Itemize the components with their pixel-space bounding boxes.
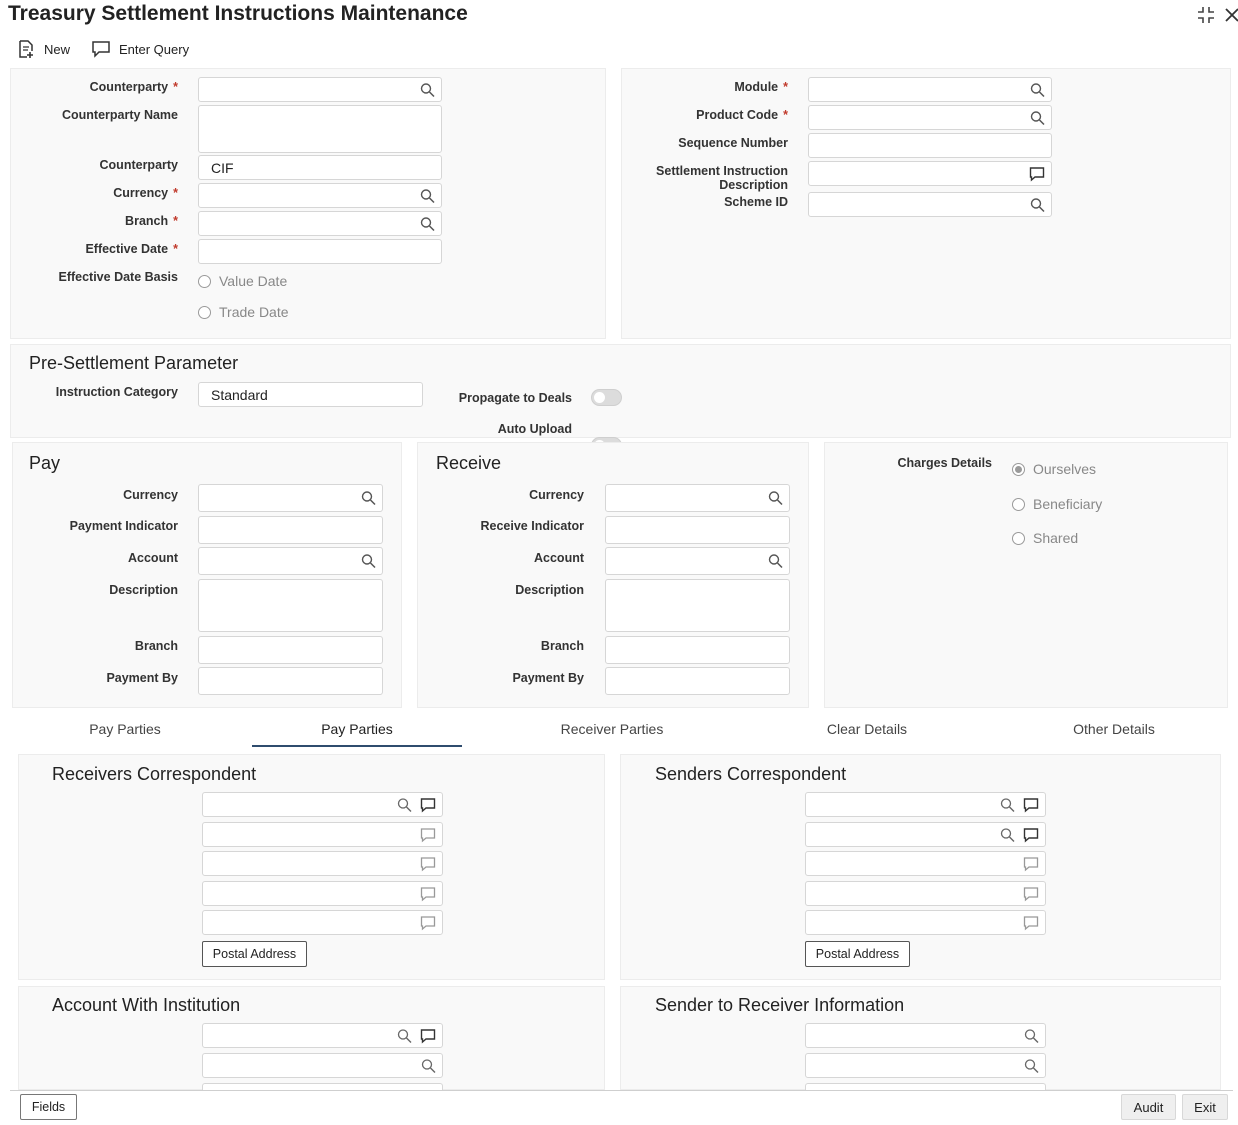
account-with-institution-title: Account With Institution [52,995,241,1015]
search-icon[interactable] [768,554,783,569]
comment-icon[interactable] [1023,827,1039,842]
instruction-category-value: Standard [211,386,268,403]
new-document-icon [16,39,36,59]
comment-icon[interactable] [420,915,436,930]
footer-bar [10,1090,1233,1125]
exit-button[interactable]: Exit [1182,1094,1228,1120]
enter-query-button[interactable] [91,36,189,62]
tab-clear-details[interactable]: Clear Details [826,721,908,737]
search-icon[interactable] [1024,1028,1039,1043]
sender-to-receiver-field-3[interactable] [805,1083,1046,1090]
senders-correspondent-title: Senders Correspondent [655,764,847,784]
search-icon[interactable] [768,491,783,506]
pay-branch-label: Branch [134,639,178,653]
counterparty-name-label: Counterparty Name [62,108,178,122]
counterparty-type-label: Counterparty [99,158,178,172]
comment-icon[interactable] [1029,166,1045,181]
ourselves-radio[interactable] [1012,461,1096,477]
tab-receiver-parties[interactable]: Receiver Parties [560,721,664,737]
search-icon[interactable] [361,491,376,506]
pre-settlement-title: Pre-Settlement Parameter [29,353,239,373]
sequence-number-label: Sequence Number [678,136,788,150]
fields-button[interactable]: Fields [20,1094,77,1120]
sequence-number-input[interactable] [808,133,1052,158]
sender-to-receiver-title: Sender to Receiver Information [655,995,905,1015]
instruction-category-select[interactable] [198,382,423,407]
sender-to-receiver-field-2[interactable] [805,1053,1046,1078]
search-icon[interactable] [397,1028,412,1043]
receive-payment-by-label: Payment By [512,671,584,685]
effective-date-input[interactable] [198,239,442,264]
trade-date-label: Trade Date [219,304,289,320]
scheme-id-input[interactable] [808,192,1052,217]
receive-account-input[interactable] [605,547,790,575]
search-icon[interactable] [421,1058,436,1073]
propagate-to-deals-toggle[interactable] [591,389,622,406]
instruction-category-label: Instruction Category [55,385,178,399]
payment-indicator-label: Payment Indicator [69,519,178,533]
close-icon[interactable] [1221,4,1238,26]
receive-currency-input[interactable] [605,484,790,512]
beneficiary-radio[interactable] [1012,496,1102,512]
receivers-correspondent-field-2[interactable] [202,822,443,847]
receive-title: Receive [436,453,502,473]
comment-icon[interactable] [420,856,436,871]
comment-icon[interactable] [420,886,436,901]
receive-payment-by-input[interactable] [605,667,790,695]
account-with-institution-field-3[interactable] [202,1083,443,1090]
propagate-to-deals-label: Propagate to Deals [458,391,572,405]
effective-date-basis-label: Effective Date Basis [58,270,178,284]
search-icon[interactable] [1030,82,1045,97]
shared-label: Shared [1033,530,1079,546]
collapse-icon[interactable] [1195,4,1217,26]
counterparty-label: Counterparty * [89,80,178,94]
senders-correspondent-field-4[interactable] [805,881,1046,906]
account-with-institution-field-2[interactable] [202,1053,443,1078]
trade-date-radio[interactable] [198,304,289,320]
receivers-correspondent-field-4[interactable] [202,881,443,906]
search-icon[interactable] [361,554,376,569]
product-code-input[interactable] [808,105,1052,130]
search-icon[interactable] [1030,110,1045,125]
comment-icon[interactable] [1023,886,1039,901]
senders-postal-address-button[interactable]: Postal Address [805,941,910,967]
enter-query-label: Enter Query [119,41,190,57]
tab-pay-parties-2[interactable]: Pay Parties [252,721,462,747]
new-label: New [44,41,71,57]
receive-indicator-input[interactable] [605,516,790,544]
comment-icon[interactable] [1023,797,1039,812]
counterparty-name-textarea[interactable] [198,105,442,153]
product-code-label: Product Code * [696,108,788,122]
shared-radio[interactable] [1012,530,1078,546]
senders-correspondent-field-3[interactable] [805,851,1046,876]
receivers-postal-address-button[interactable]: Postal Address [202,941,307,967]
pay-description-textarea[interactable] [198,579,383,632]
audit-button[interactable]: Audit [1121,1094,1176,1120]
currency-input[interactable] [198,183,442,208]
receive-description-textarea[interactable] [605,579,790,632]
account-with-institution-field-1[interactable] [202,1023,443,1048]
search-icon[interactable] [420,82,435,97]
counterparty-input[interactable] [198,77,442,102]
new-button[interactable] [16,36,70,62]
receive-indicator-label: Receive Indicator [480,519,584,533]
receivers-correspondent-title: Receivers Correspondent [52,764,257,784]
value-date-radio[interactable] [198,273,287,289]
receive-currency-label: Currency [529,488,584,502]
receive-account-label: Account [534,551,584,565]
senders-correspondent-field-1[interactable] [805,792,1046,817]
search-icon[interactable] [397,797,412,812]
charges-panel [824,442,1228,708]
pay-description-label: Description [109,583,178,597]
module-label: Module * [734,80,788,94]
comment-icon[interactable] [420,1028,436,1043]
pay-title: Pay [29,453,61,473]
value-date-label: Value Date [219,273,288,289]
query-icon [91,40,111,58]
comment-icon[interactable] [420,797,436,812]
search-icon[interactable] [420,216,435,231]
pay-currency-label: Currency [123,488,178,502]
receivers-correspondent-field-3[interactable] [202,851,443,876]
comment-icon[interactable] [1023,856,1039,871]
counterparty-type-select[interactable] [198,155,442,180]
settlement-description-input[interactable] [808,161,1052,186]
tab-other-details[interactable]: Other Details [1073,721,1155,737]
receivers-correspondent-field-1[interactable] [202,792,443,817]
branch-label: Branch * [125,214,178,228]
module-input[interactable] [808,77,1052,102]
settlement-description-label: Settlement Instruction Description [656,164,788,192]
sender-to-receiver-field-1[interactable] [805,1023,1046,1048]
search-icon[interactable] [1000,827,1015,842]
receivers-correspondent-field-5[interactable] [202,910,443,935]
pay-branch-input[interactable] [198,636,383,664]
branch-input[interactable] [198,211,442,236]
tab-pay-parties-1[interactable]: Pay Parties [89,721,161,737]
pay-currency-input[interactable] [198,484,383,512]
scheme-id-label: Scheme ID [724,195,788,209]
counterparty-type-value: CIF [211,159,234,176]
pay-payment-by-input[interactable] [198,667,383,695]
search-icon[interactable] [1024,1058,1039,1073]
comment-icon[interactable] [420,827,436,842]
receive-description-label: Description [515,583,584,597]
pay-account-label: Account [128,551,178,565]
search-icon[interactable] [1000,797,1015,812]
currency-label: Currency * [113,186,178,200]
auto-upload-label: Auto Upload [497,422,572,436]
payment-indicator-input[interactable] [198,516,383,544]
charges-details-label: Charges Details [897,456,992,470]
effective-date-label: Effective Date * [85,242,178,256]
pay-account-input[interactable] [198,547,383,575]
beneficiary-label: Beneficiary [1033,496,1103,512]
page-title: Treasury Settlement Instructions Maintenance [8,2,468,25]
comment-icon[interactable] [1023,915,1039,930]
ourselves-label: Ourselves [1033,461,1097,477]
search-icon[interactable] [1030,197,1045,212]
pay-payment-by-label: Payment By [106,671,178,685]
receive-branch-input[interactable] [605,636,790,664]
receive-branch-label: Branch [540,639,584,653]
senders-correspondent-field-5[interactable] [805,910,1046,935]
search-icon[interactable] [420,188,435,203]
senders-correspondent-field-2[interactable] [805,822,1046,847]
